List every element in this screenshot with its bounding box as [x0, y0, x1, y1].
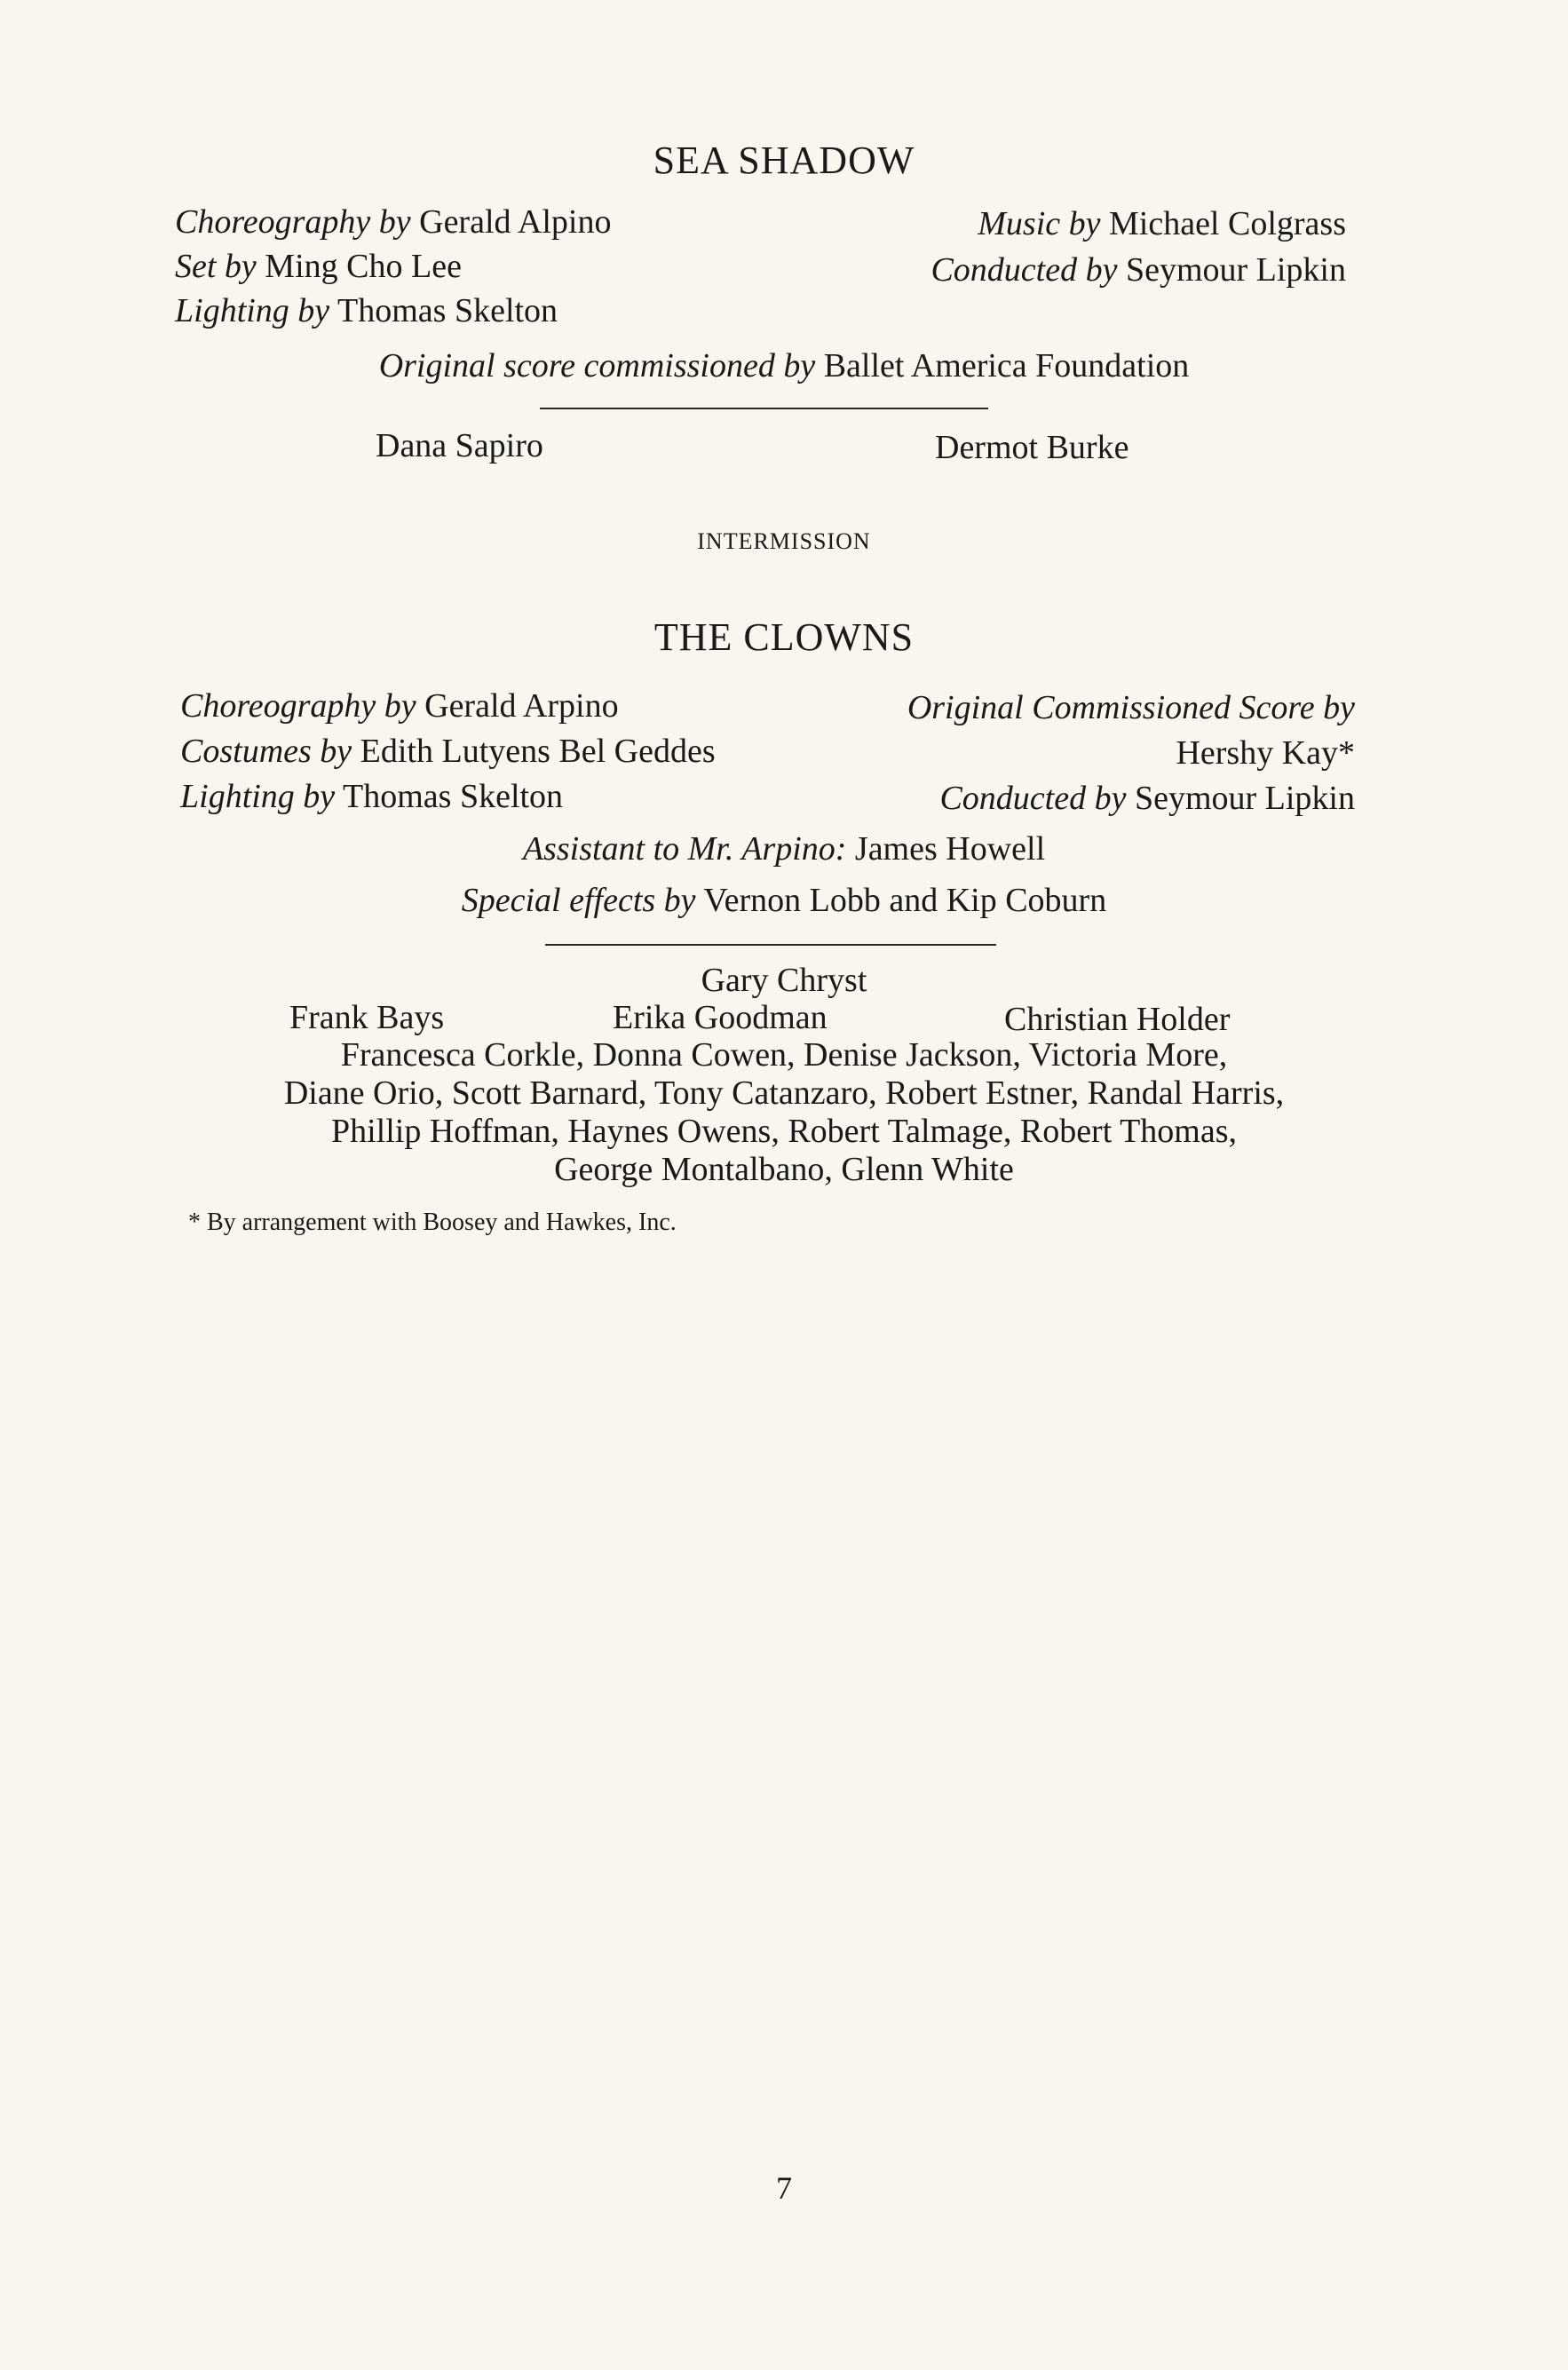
clowns-assistant: Assistant to Mr. Arpino: James Howell — [522, 830, 1046, 868]
clowns-principal-1: Frank Bays — [289, 999, 445, 1036]
clowns-ensemble-line-1: Francesca Corkle, Donna Cowen, Denise Jackson, Victoria More, — [340, 1036, 1228, 1074]
clowns-ensemble-line-2: Diane Orio, Scott Barnard, Tony Catanzaro, Robert Estner, Randal Harris, — [283, 1074, 1285, 1112]
clowns-credit-score: Original Commissioned Score by — [907, 689, 1355, 726]
clowns-principal-2: Erika Goodman — [613, 999, 828, 1036]
clowns-credit-choreography: Choreography by Gerald Arpino — [180, 687, 619, 725]
clowns-ensemble-line-3: Phillip Hoffman, Haynes Owens, Robert Talmage, Robert Thomas, — [330, 1113, 1238, 1150]
clowns-credit-conducted: Conducted by Seymour Lipkin — [939, 780, 1355, 817]
clowns-special-effects: Special effects by Vernon Lobb and Kip Coburn — [461, 882, 1107, 919]
sea-shadow-credit-choreography: Choreography by Gerald Alpino — [175, 203, 612, 241]
sea-shadow-dancer-2: Dermot Burke — [935, 429, 1129, 466]
intermission-label: INTERMISSION — [697, 528, 871, 554]
sea-shadow-credit-music: Music by Michael Colgrass — [978, 205, 1346, 242]
clowns-title: THE CLOWNS — [653, 615, 915, 659]
page-number: 7 — [776, 2170, 792, 2206]
clowns-divider — [545, 944, 996, 946]
sea-shadow-credit-lighting: Lighting by Thomas Skelton — [175, 292, 558, 329]
sea-shadow-title: SEA SHADOW — [653, 139, 915, 182]
footnote: * By arrangement with Boosey and Hawkes, Inc. — [188, 1209, 677, 1236]
sea-shadow-commission: Original score commissioned by Ballet America Foundation — [378, 347, 1190, 384]
clowns-credit-costumes: Costumes by Edith Lutyens Bel Geddes — [180, 733, 716, 770]
clowns-lead-dancer: Gary Chryst — [701, 962, 867, 999]
sea-shadow-dancer-1: Dana Sapiro — [376, 427, 543, 464]
clowns-credit-composer: Hershy Kay* — [1176, 734, 1355, 772]
sea-shadow-credit-conducted: Conducted by Seymour Lipkin — [931, 251, 1346, 289]
sea-shadow-credit-set: Set by Ming Cho Lee — [175, 248, 462, 285]
clowns-ensemble-line-4: George Montalbano, Glenn White — [554, 1151, 1014, 1188]
clowns-principal-3: Christian Holder — [1004, 1001, 1231, 1038]
sea-shadow-divider — [540, 408, 988, 409]
clowns-credit-lighting: Lighting by Thomas Skelton — [180, 778, 564, 815]
